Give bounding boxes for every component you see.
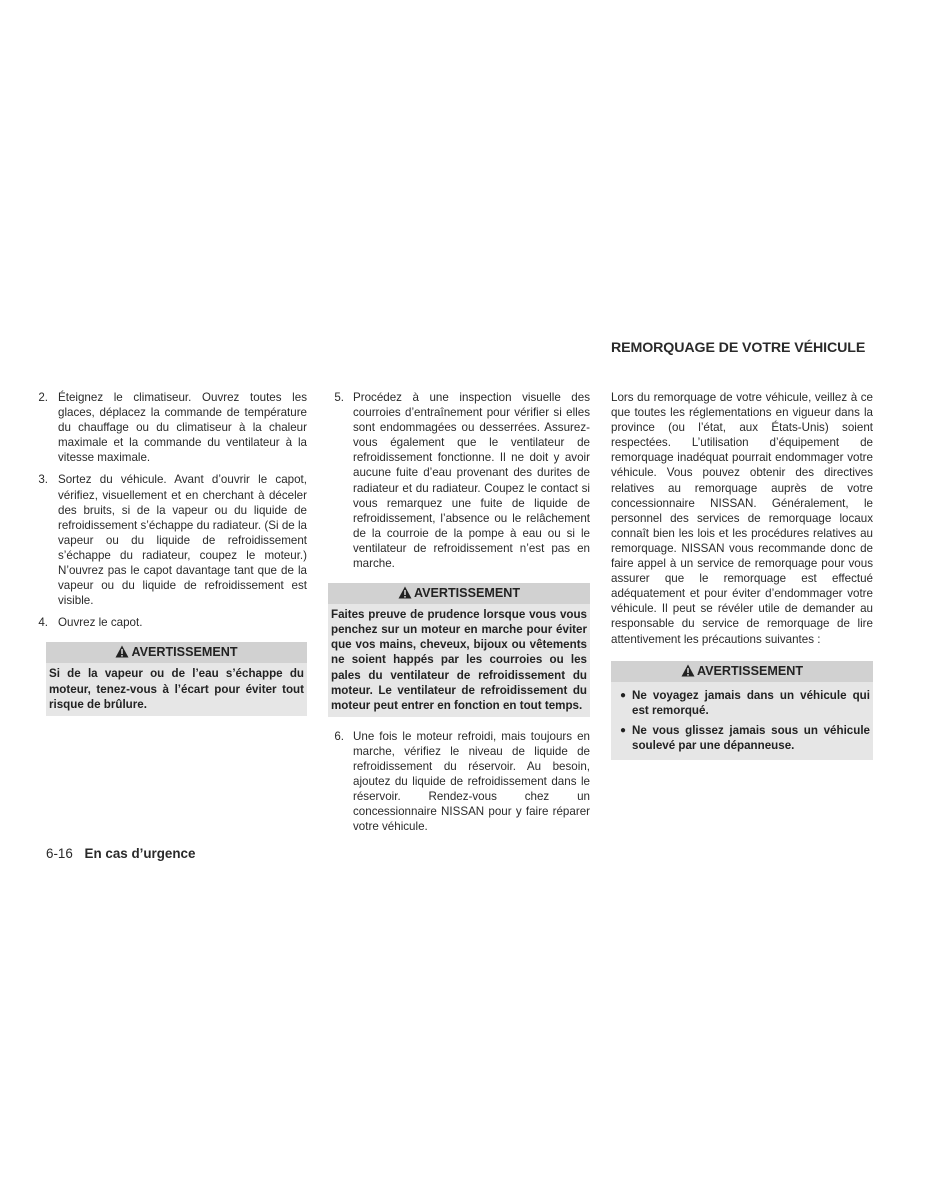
warning-bullets xyxy=(611,682,873,760)
warning-triangle-icon xyxy=(398,586,412,599)
column-3 xyxy=(611,390,873,772)
warning-title: AVERTISSEMENT xyxy=(413,586,521,601)
warning-box xyxy=(611,661,873,760)
warning-text: Faites preuve de prudence lorsque vous vous penchez sur un moteur en marche pour éviter que vos mains, cheveux, bijoux ou vêtements ne soient happés par les courroies ou les pales du ventilateur de refroidissement du moteur. Le ventilateur de refroidissement du moteur peut entrer en fonction en tout temps. xyxy=(328,604,590,717)
warning-box xyxy=(46,642,307,715)
step-text: Éteignez le climatiseur. Ouvrez toutes les glaces, déplacez la commande de température du chauffage ou du climatiseur à la chaleur maximale et la commande du ventilateur à la vitesse maximale. xyxy=(58,391,307,465)
step-number: 2. xyxy=(38,391,48,404)
warning-header xyxy=(611,661,873,682)
step-2 xyxy=(36,390,307,465)
warning-triangle-icon xyxy=(115,645,129,658)
bullet-icon: ● xyxy=(619,689,627,701)
section-title: REMORQUAGE DE VOTRE VÉHICULE xyxy=(611,340,866,356)
step-text: Ouvrez le capot. xyxy=(58,616,143,630)
step-3 xyxy=(36,472,307,608)
step-number: 4. xyxy=(38,616,48,630)
bullet-item xyxy=(614,721,870,756)
chapter-title: En cas d’urgence xyxy=(84,846,196,861)
warning-title: AVERTISSEMENT xyxy=(131,645,238,660)
step-6 xyxy=(328,729,590,835)
step-number: 5. xyxy=(334,391,344,404)
bullet-text: Ne vous glissez jamais sous un véhicule soulevé par une dépanneuse. xyxy=(632,723,870,752)
step-text: Sortez du véhicule. Avant d’ouvrir le capot, vérifiez, visuellement et en cherchant à déceler des bruits, si de la vapeur ou du liquide de refroidissement s’échappe du radiateur. (Si de la vapeur ou du liquide de refroidissement s’échappe du radiateur, coupez le moteur.) N’ouvrez pas le capot davantage tant que de la vapeur ou du liquide de refroidissement est visible. xyxy=(58,473,307,608)
bullet-item xyxy=(614,686,870,721)
step-5 xyxy=(328,390,590,571)
step-4 xyxy=(36,615,307,630)
warning-header xyxy=(46,642,307,663)
bullet-icon: ● xyxy=(619,724,627,736)
warning-text: Si de la vapeur ou de l’eau s’échappe du moteur, tenez-vous à l’écart pour éviter tout risque de brûlure. xyxy=(46,663,307,715)
column-2 xyxy=(328,390,590,841)
warning-title: AVERTISSEMENT xyxy=(696,663,804,678)
column-1 xyxy=(38,390,307,728)
warning-triangle-icon xyxy=(681,664,695,677)
step-number: 6. xyxy=(334,729,344,743)
page-number: 6-16 xyxy=(46,846,73,861)
towing-intro-paragraph: Lors du remorquage de votre véhicule, veillez à ce que toutes les réglementations en vigueur dans la province (ou l’état, aux États-Unis) soient respectées. L’utilisation d’équipement de remorquage inadéquat pourrait endommager votre véhicule. Vous pouvez obtenir des directives relatives au remorquage auprès de votre concessionnaire NISSAN. Généralement, le personnel des services de remorquage locaux connaît bien les lois et les procédures relatives au remorquage. NISSAN vous recommande donc de faire appel à un service de remorquage pour vous assurer que le remorquage est effectué adéquatement et pour éviter d’endommager votre véhicule. Il peut se révéler utile de demander au responsable du service de remorquage de lire attentivement les précautions suivantes : xyxy=(611,391,873,646)
warning-header xyxy=(328,583,590,604)
step-text: Une fois le moteur refroidi, mais toujours en marche, vérifiez le niveau de liquide de refroidissement du réservoir. Au besoin, ajoutez du liquide de refroidissement dans le réservoir. Rendez-vous chez un concessionnaire NISSAN pour y faire réparer votre véhicule. xyxy=(353,729,590,834)
page-footer xyxy=(46,846,195,861)
warning-box xyxy=(328,583,590,717)
bullet-text: Ne voyagez jamais dans un véhicule qui est remorqué. xyxy=(632,688,870,717)
step-text: Procédez à une inspection visuelle des courroies d’entraînement pour vérifier si elles sont endommagées ou desserrées. Assurez-vous également que le ventilateur de refroidissement fonctionne. Il ne doit y avoir aucune fuite d’eau provenant des durites de radiateur et du radiateur. Coupez le contact si vous remarquez une fuite de liquide de refroidissement, l’absence ou le relâchement de la courroie de la pompe à eau ou si le ventilateur de refroidissement n’est pas en marche. xyxy=(353,391,590,571)
step-number: 3. xyxy=(38,473,48,487)
